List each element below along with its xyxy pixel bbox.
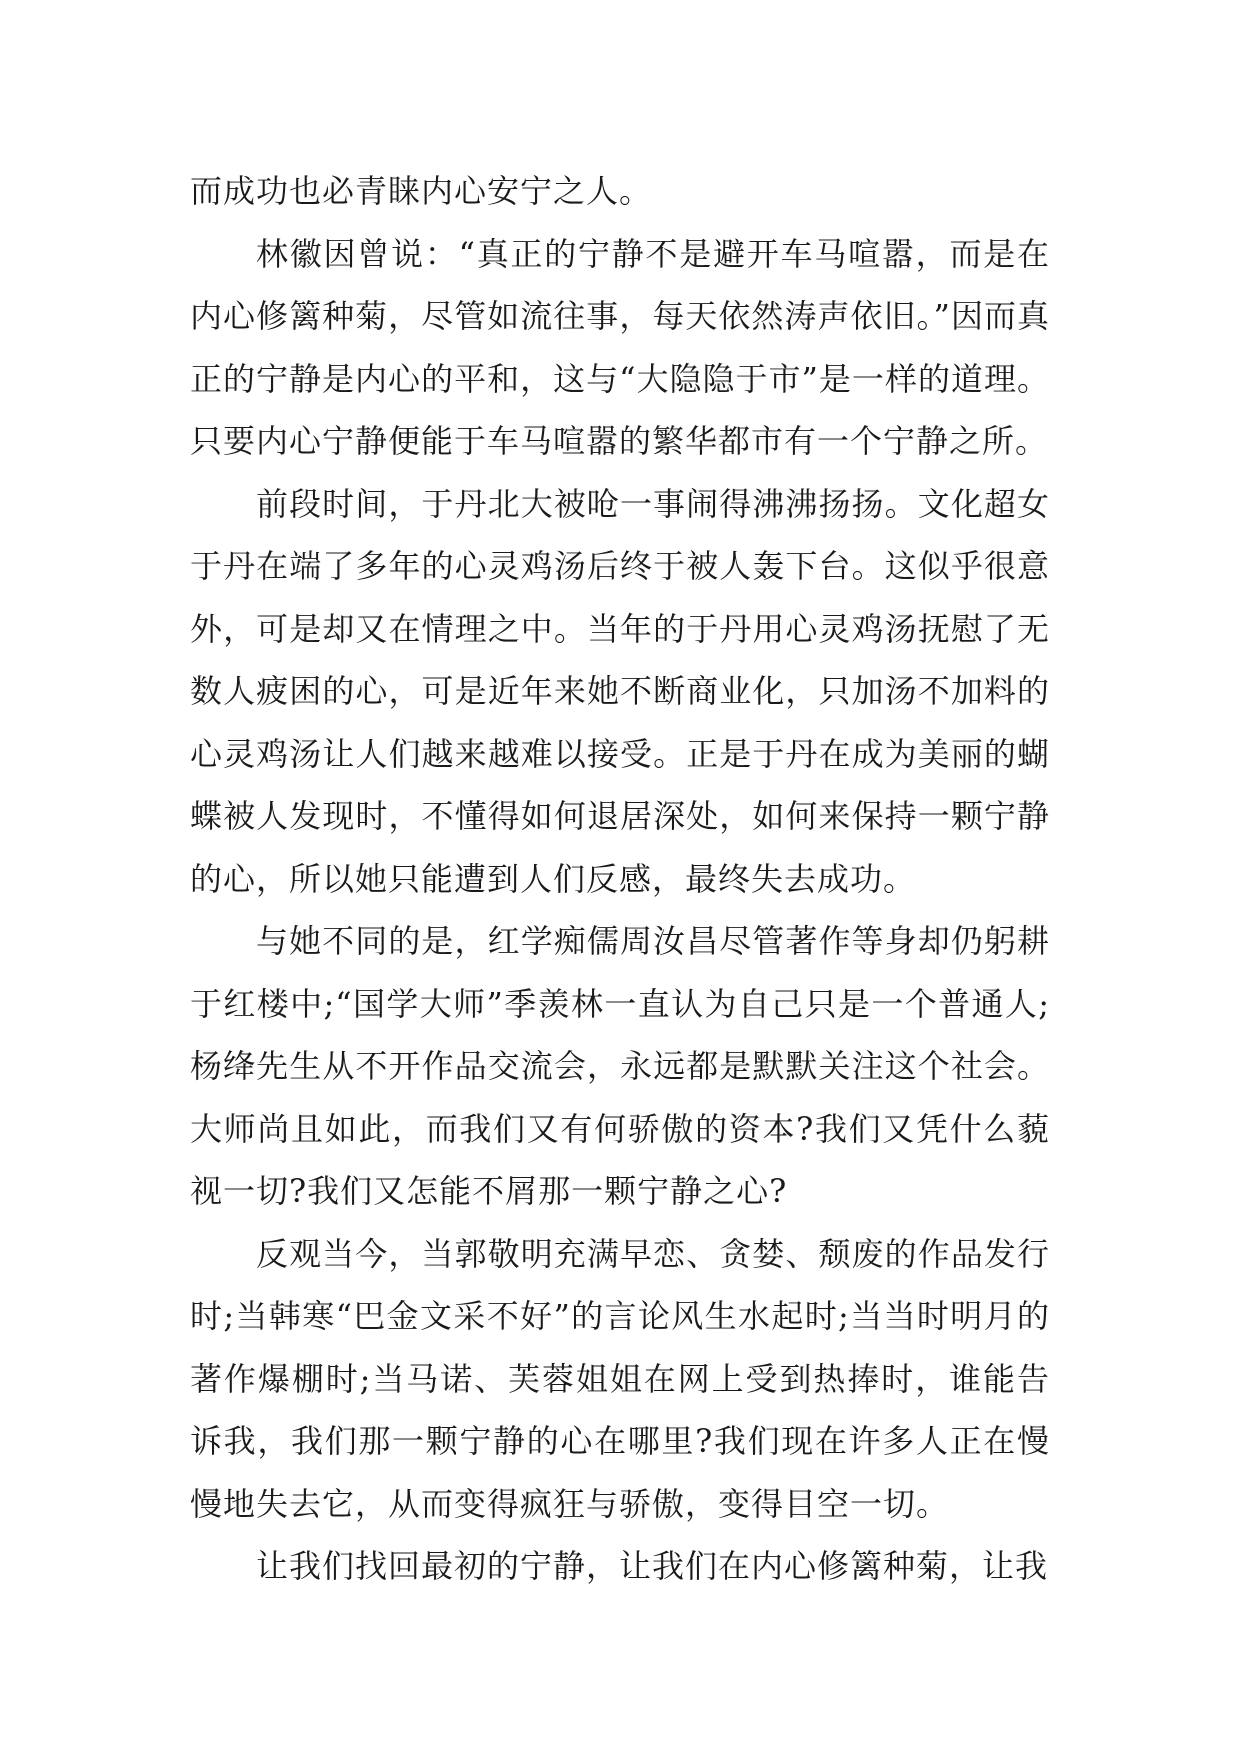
paragraph-1: 而成功也必青睐内心安宁之人。 [190,172,653,210]
paragraph-5: 反观当今，当郭敬明充满早恋、贪婪、颓废的作品发行时;当韩寒“巴金文采不好”的言论风生水起时;当当时明月的著作爆棚时;当马诺、芙蓉姐姐在网上受到热捧时，谁能告诉我，我们那一颗宁静的心在哪里?我们现在许多人正在慢慢地失去它，从而变得疯狂与骄傲，变得目空一切。 [190,1234,1050,1523]
paragraph-2: 林徽因曾说：“真正的宁静不是避开车马喧嚣，而是在内心修篱种菊，尽管如流往事，每天依然涛声依旧。”因而真正的宁静是内心的平和，这与“大隐隐于市”是一样的道理。只要内心宁静便能于车马喧嚣的繁华都市有一个宁静之所。 [190,234,1050,460]
paragraph-6: 让我们找回最初的宁静，让我们在内心修篱种菊，让我 [256,1547,1049,1585]
paragraph-4: 与她不同的是，红学痴儒周汝昌尽管著作等身却仍躬耕于红楼中;“国学大师”季羡林一直认为自己只是一个普通人;杨绛先生从不开作品交流会，永远都是默默关注这个社会。大师尚且如此，而我们又有何骄傲的资本?我们又凭什么藐视一切?我们又怎能不屑那一颗宁静之心? [190,922,1050,1210]
paragraph-3: 前段时间，于丹北大被呛一事闹得沸沸扬扬。文化超女于丹在端了多年的心灵鸡汤后终于被人轰下台。这似乎很意外，可是却又在情理之中。当年的于丹用心灵鸡汤抚慰了无数人疲困的心，可是近年来她不断商业化，只加汤不加料的心灵鸡汤让人们越来越难以接受。正是于丹在成为美丽的蝴蝶被人发现时，不懂得如何退居深处，如何来保持一颗宁静的心，所以她只能遭到人们反感，最终失去成功。 [190,484,1050,898]
essay-body [190,160,1050,1598]
